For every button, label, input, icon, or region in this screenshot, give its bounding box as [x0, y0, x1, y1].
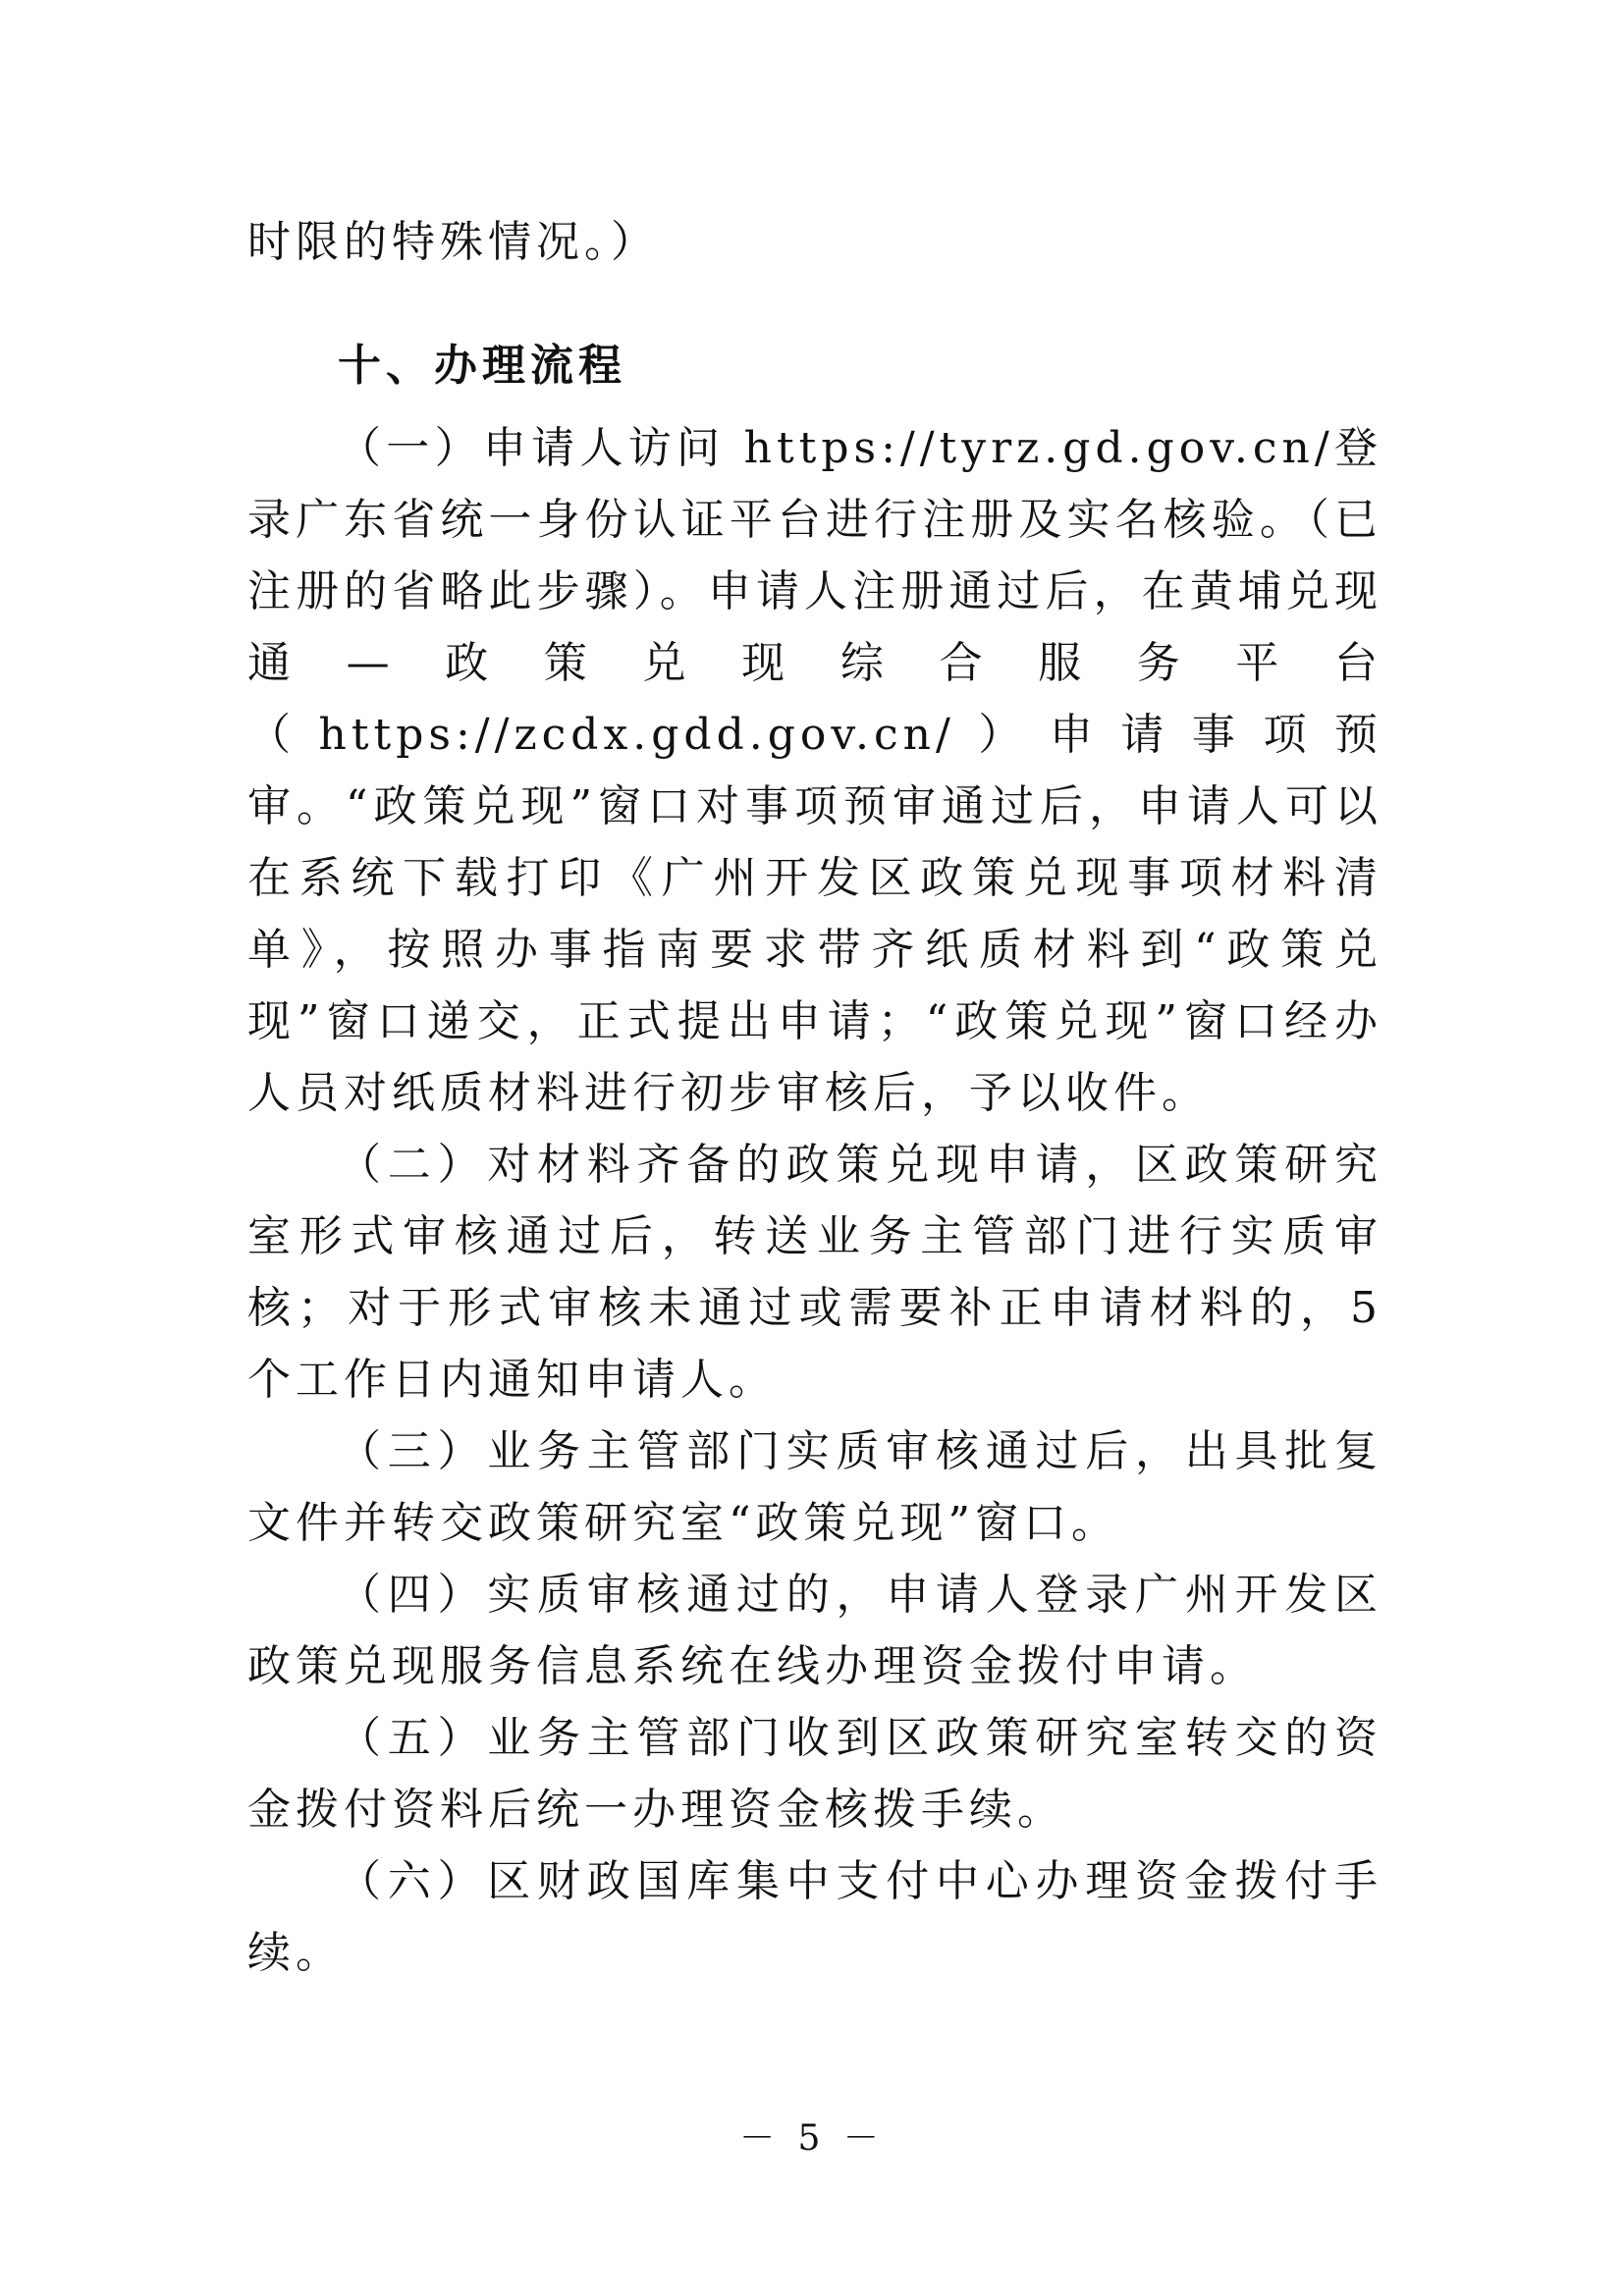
step-1-paragraph: （一）申请人访问 https://tyrz.gd.gov.cn/登录广东省统一身份认证平台进行注册及实名核验。（已注册的省略此步骤）。申请人注册通过后，在黄埔兑现通—政策兑现综合服务平台（https://zcdx.gdd.gov.cn/）申请事项预审。“政策兑现”窗口对事项预审通过后，申请人可以在系统下载打印《广州开发区政策兑现事项材料清单》，按照办事指南要求带齐纸质材料到“政策兑现”窗口递交，正式提出申请；“政策兑现”窗口经办人员对纸质材料进行初步审核后，予以收件。: [247, 423, 1382, 1118]
step-4-paragraph: （四）实质审核通过的，申请人登录广州开发区政策兑现服务信息系统在线办理资金拨付申请。: [247, 1570, 1382, 1691]
step-6-paragraph: （六）区财政国库集中支付中心办理资金拨付手续。: [247, 1856, 1382, 1978]
step-3-paragraph: （三）业务主管部门实质审核通过后，出具批复文件并转交政策研究室“政策兑现”窗口。: [247, 1426, 1382, 1548]
step-5-paragraph: （五）业务主管部门收到区政策研究室转交的资金拨付资料后统一办理资金核拨手续。: [247, 1713, 1382, 1835]
section-heading: 十、办理流程: [338, 341, 626, 391]
step-2-paragraph: （二）对材料齐备的政策兑现申请，区政策研究室形式审核通过后，转送业务主管部门进行实质审核；对于形式审核未通过或需要补正申请材料的，5个工作日内通知申请人。: [247, 1140, 1382, 1405]
procedure-steps: [247, 412, 1382, 1989]
page-number: － 5 －: [739, 2118, 885, 2159]
continuation-text: 时限的特殊情况。）: [247, 217, 659, 267]
